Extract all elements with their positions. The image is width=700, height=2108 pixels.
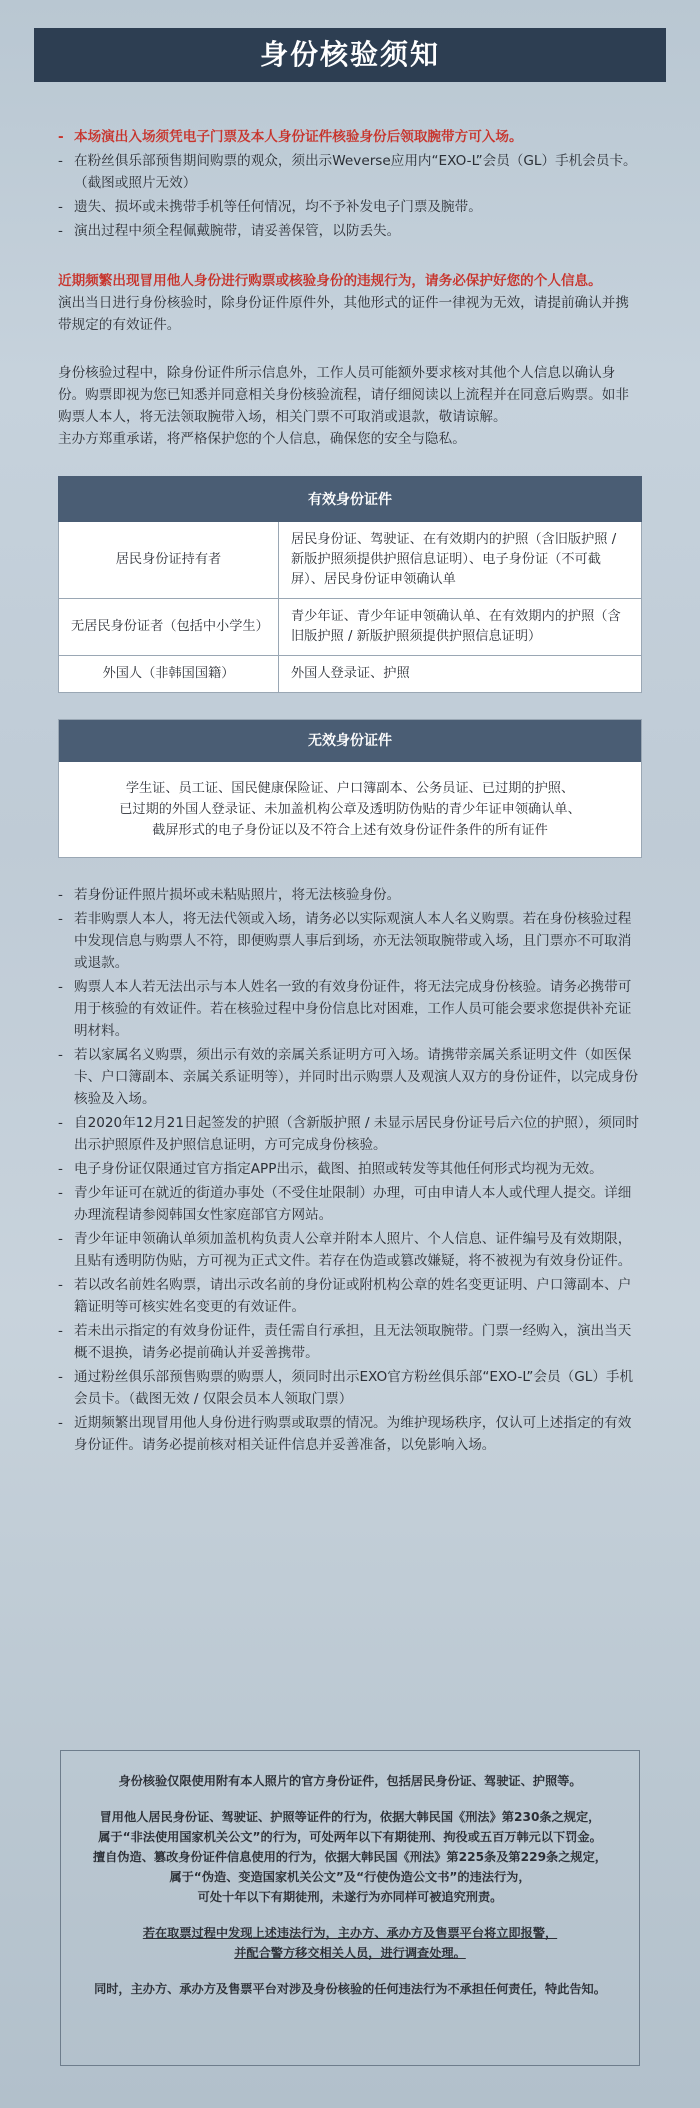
legal-notice-box [60,1750,640,2066]
notice-line: 同时，主办方、承办方及售票平台对涉及身份核验的任何违法行为不承担任何责任，特此告知。 [94,1982,606,1996]
invalid-id-line: 学生证、员工证、国民健康保险证、户口簿副本、公务员证、已过期的护照、 [125,781,575,796]
list-item: - 若身份证件照片损坏或未粘贴照片，将无法核验身份。 [58,884,642,906]
list-item: - 在粉丝俱乐部预售期间购票的观众，须出示Weverse应用内“EXO-L”会员（GL）手机会员卡。（截图或照片无效） [58,150,642,194]
list-item: - 若非购票人本人，将无法代领或入场，请务必以实际观演人本人名义购票。若在身份核验过程中发现信息与购票人不符，即便购票人事后到场，亦无法领取腕带或入场，且门票亦不可取消或退款。 [58,908,642,974]
content [58,126,642,1458]
notice-line: 擅自伪造、篡改身份证件信息使用的行为，依据大韩民国《刑法》第225条及第229条之规定， [92,1850,607,1864]
list-item: - 若以改名前姓名购票，请出示改名前的身份证或附机构公章的姓名变更证明、户口簿副本、户籍证明等可核实姓名变更的有效证件。 [58,1274,642,1318]
invalid-id-list [59,762,641,857]
holder-type: 居民身份证持有者 [59,522,279,599]
list-item: - 若以家属名义购票，须出示有效的亲属关系证明方可入场。请携带亲属关系证明文件（如医保卡、户口簿副本、亲属关系证明等），并同时出示购票人及观演人双方的身份证件，以完成身份核验及入场。 [58,1044,642,1110]
list-item: - 通过粉丝俱乐部预售购票的购票人，须同时出示EXO官方粉丝俱乐部“EXO-L”会员（GL）手机会员卡。（截图无效 / 仅限会员本人领取门票） [58,1366,642,1410]
list-item: - 演出过程中须全程佩戴腕带，请妥善保管，以防丢失。 [58,220,642,242]
privacy-promise: 主办方郑重承诺，将严格保护您的个人信息，确保您的安全与隐私。 [58,431,466,447]
list-item: - 购票人本人若无法出示与本人姓名一致的有效身份证件，将无法完成身份核验。请务必携带可用于核验的有效证件。若在核验过程中身份信息比对困难，工作人员可能会要求您提供补充证明材料。 [58,976,642,1042]
invalid-id-header: 无效身份证件 [59,720,641,762]
verification-process-note: 身份核验过程中，除身份证件所示信息外，工作人员可能额外要求核对其他个人信息以确认身份。购票即视为您已知悉并同意相关身份核验流程，请仔细阅读以上流程并在同意后购票。如非购票人本人，将无法领取腕带入场，相关门票不可取消或退款，敬请谅解。 [58,365,629,425]
table-row [59,656,642,693]
valid-id-header: 有效身份证件 [59,477,642,522]
page-title: 身份核验须知 [34,28,666,82]
list-item: - 若未出示指定的有效身份证件，责任需自行承担，且无法领取腕带。门票一经购入，演出当天概不退换，请务必提前确认并妥善携带。 [58,1320,642,1364]
entry-rules-list [58,126,642,242]
list-item: - 电子身份证仅限通过官方指定APP出示，截图、拍照或转发等其他任何形式均视为无效。 [58,1158,642,1180]
detail-rules-list [58,884,642,1456]
accepted-docs: 青少年证、青少年证申领确认单、在有效期内的护照（含旧版护照 / 新版护照须提供护照信息证明） [279,599,642,656]
table-row [59,599,642,656]
notice-line: 若在取票过程中发现上述违法行为，主办方、承办方及售票平台将立即报警， [142,1926,558,1940]
invalid-id-table [58,719,642,858]
accepted-docs: 外国人登录证、护照 [279,656,642,693]
list-item: - 近期频繁出现冒用他人身份进行购票或取票的情况。为维护现场秩序，仅认可上述指定的有效身份证件。请务必提前核对相关证件信息并妥善准备，以免影响入场。 [58,1412,642,1456]
list-item: - 青少年证申领确认单须加盖机构负责人公章并附本人照片、个人信息、证件编号及有效期限，且贴有透明防伪贴，方可视为正式文件。若存在伪造或篡改嫌疑，将不被视为有效身份证件。 [58,1228,642,1272]
notice-line: 身份核验仅限使用附有本人照片的官方身份证件，包括居民身份证、驾驶证、护照等。 [118,1774,582,1788]
notice-line: 可处十年以下有期徒刑，未遂行为亦同样可被追究刑责。 [197,1890,503,1904]
privacy-warning: 近期频繁出现冒用他人身份进行购票或核验身份的违规行为，请务必保护好您的个人信息。 [58,273,602,289]
notice-line: 并配合警方移交相关人员，进行调查处理。 [234,1946,466,1960]
verification-note: 演出当日进行身份核验时，除身份证件原件外，其他形式的证件一律视为无效，请提前确认并携带规定的有效证件。 [58,295,629,333]
holder-type: 无居民身份证者（包括中小学生） [59,599,279,656]
holder-type: 外国人（非韩国国籍） [59,656,279,693]
entry-rule-main: - 本场演出入场须凭电子门票及本人身份证件核验身份后领取腕带方可入场。 [58,126,642,148]
list-item: - 自2020年12月21日起签发的护照（含新版护照 / 未显示居民身份证号后六位的护照），须同时出示护照原件及护照信息证明，方可完成身份核验。 [58,1112,642,1156]
accepted-docs: 居民身份证、驾驶证、在有效期内的护照（含旧版护照 / 新版护照须提供护照信息证明）、电子身份证（不可截屏）、居民身份证申领确认单 [279,522,642,599]
invalid-id-line: 截屏形式的电子身份证以及不符合上述有效身份证件条件的所有证件 [152,823,548,838]
invalid-id-line: 已过期的外国人登录证、未加盖机构公章及透明防伪贴的青少年证申领确认单、 [119,802,581,817]
list-item: - 青少年证可在就近的街道办事处（不受住址限制）办理，可由申请人本人或代理人提交。详细办理流程请参阅韩国女性家庭部官方网站。 [58,1182,642,1226]
list-item: - 遗失、损坏或未携带手机等任何情况，均不予补发电子门票及腕带。 [58,196,642,218]
notice-line: 属于“非法使用国家机关公文”的行为，可处两年以下有期徒刑、拘役或五百万韩元以下罚金。 [98,1830,602,1844]
valid-id-table [58,476,642,693]
notice-line: 属于“伪造、变造国家机关公文”及“行使伪造公文书”的违法行为， [169,1870,531,1884]
table-row [59,522,642,599]
notice-line: 冒用他人居民身份证、驾驶证、护照等证件的行为，依据大韩民国《刑法》第230条之规定， [99,1810,601,1824]
